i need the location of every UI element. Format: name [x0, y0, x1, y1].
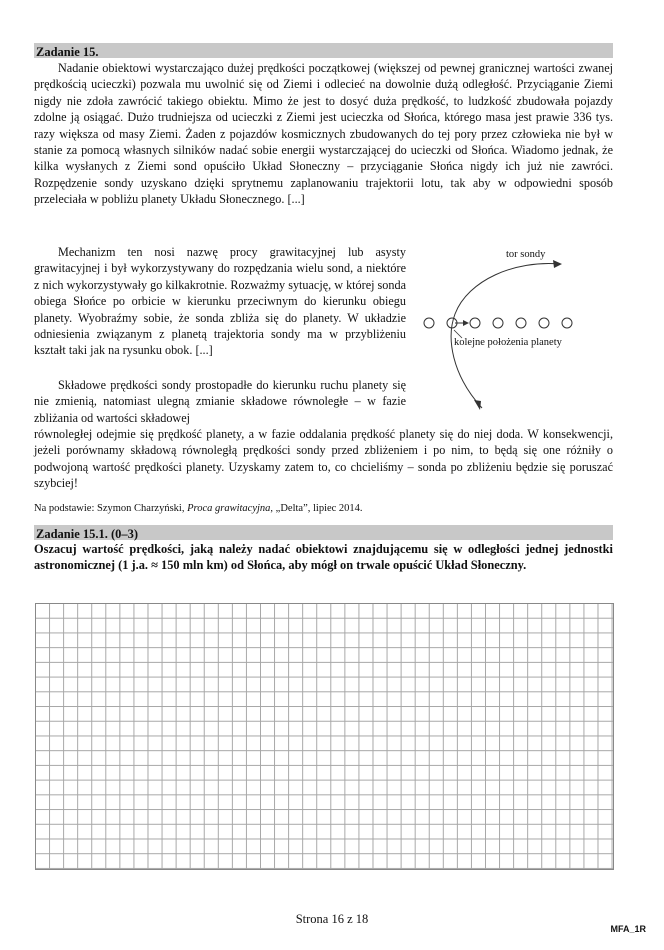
planet-motion-arrowhead	[463, 320, 469, 326]
probe-trajectory	[451, 263, 560, 408]
intro-paragraph: Nadanie obiektowi wystarczająco dużej prędkości początkowej (większej od pewnej granicznej wartości zwanej prędkością ucieczki) pozwala mu uwolnić się od Ziemi i odlecieć na dowolnie dużą odległość. Przyciąganie Ziemi nigdy nie zdoła zawrócić takiego obiektu. Mimo że jest to dosyć duża prędkość, to ludzkość zbudowała pojazdy zdolne ją osiągać. Dużo trudniejsza od ucieczki z Ziemi jest ucieczka od Słońca, którego masa jest prawie 336 tys. razy większa od masy Ziemi. Żaden z pojazdów kosmicznych zbudowanych do tej pory przez człowieka nie był w stanie za pomocą własnych silników nadać sobie energii wystarczającej do ucieczki od Słońca. Wiadomo jednak, że kilka wysłanych z Ziemi sond opuściło Układ Słoneczny – przyciąganie Słońca nigdy ich już nie zawróci. Rozpędzenie sondy uzyskano dzięki sprytnemu zaplanowaniu trajektorii lotu, tak aby w odpowiedni sposób przeleciała w pobliżu planety Układu Słonecznego. [...]	[34, 61, 613, 207]
source-suffix: , „Delta”, lipiec 2014.	[270, 503, 363, 514]
planet-position-1	[424, 318, 434, 328]
components-paragraph-continued: równoległej odejmie się prędkość planety, a w fazie oddalania prędkość planety się do niej doda. W konsekwencji, jeżeli porównamy składową równoległą prędkości sondy przed zbliżeniem i po nim, to będą się one różniły o podwojoną wartość prędkości planety. Uzyskamy zatem to, co chcieliśmy – sonda po zbliżeniu będzie się poruszać szybciej!	[34, 427, 613, 491]
planet-position-6	[539, 318, 549, 328]
source-citation	[34, 502, 613, 515]
trajectory-arrowhead	[553, 260, 562, 268]
source-title: Proca grawitacyjna	[187, 503, 271, 514]
trajectory-arrowhead-bottom	[474, 400, 481, 410]
page-number: Strona 16 z 18	[295, 912, 369, 926]
components-paragraph: Składowe prędkości sondy prostopadłe do kierunku ruchu planety się nie zmienią, natomiast ulegną zmianie składowe równoległe – w fazie zbliżania od wartości składowej	[34, 378, 406, 425]
planet-positions	[424, 318, 572, 328]
task-title: Zadanie 15.1. (0–3)	[36, 527, 139, 541]
task-header	[34, 525, 613, 540]
planet-position-5	[516, 318, 526, 328]
planet-position-3	[470, 318, 480, 328]
task-question: Oszacuj wartość prędkości, jaką należy nadać obiektowi znajdującemu się w odległości jednej jednostki astronomicznej (1 j.a. ≈ 150 mln km) od Słońca, aby mógł on trwale opuścić Układ Słoneczny.	[34, 542, 613, 573]
section-header	[34, 43, 613, 58]
source-prefix: Na podstawie: Szymon Charzyński,	[34, 503, 188, 514]
planet-positions-label: kolejne położenia planety	[454, 337, 562, 348]
planet-position-4	[493, 318, 503, 328]
mechanism-paragraph: Mechanizm ten nosi nazwę procy grawitacyjnej lub asysty grawitacyjnej i był wykorzystywany do rozpędzania wielu sond, a niektóre z nich wykorzystywały go kilkakrotnie. Rozważmy sytuację, w której sonda obiega Słońce po orbicie w kierunku przeciwnym do kierunku obiegu planety. Wyobraźmy sobie, że sonda zbliża się do planety. W układzie odniesienia związanym z planetą trajektoria sondy ma w przybliżeniu kształt taki jak na rysunku obok. [...]	[34, 245, 406, 358]
answer-grid[interactable]	[35, 603, 614, 870]
gravity-assist-diagram	[410, 240, 620, 420]
section-title: Zadanie 15.	[36, 45, 99, 59]
exam-code: MFA_1R	[610, 924, 646, 934]
trajectory-label: tor sondy	[506, 249, 546, 260]
planet-position-7	[562, 318, 572, 328]
